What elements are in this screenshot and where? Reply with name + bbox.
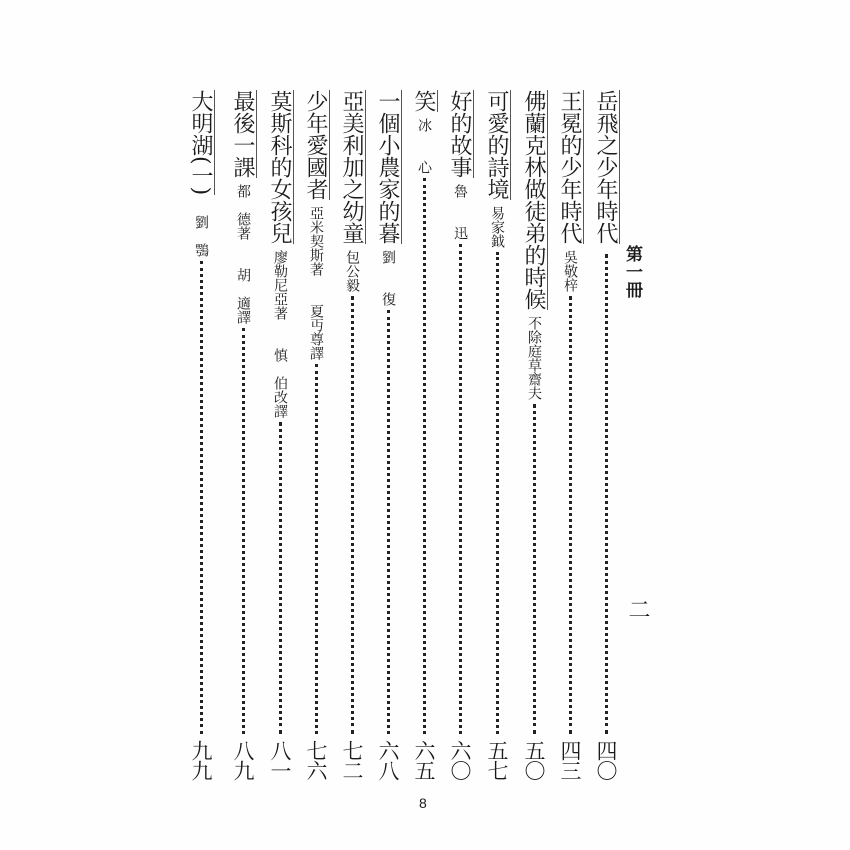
toc-entry [373, 90, 403, 780]
dot-leader [387, 310, 390, 734]
toc-entry [482, 90, 512, 780]
toc-entry [186, 90, 216, 780]
toc-entry [555, 90, 585, 780]
entry-page-number: 七六 [304, 740, 328, 780]
toc-entry [409, 90, 439, 780]
entry-title: 亞美利加之幼童 [339, 90, 364, 244]
dot-leader [242, 328, 245, 734]
toc-entry [445, 90, 475, 780]
entry-author: 劉 鶚 [193, 201, 209, 258]
entry-author: 廖勒尼亞著 慎 伯改譯 [272, 250, 288, 418]
entry-author: 不除庭草齋夫 [526, 316, 542, 400]
dot-leader [351, 296, 354, 734]
entry-author: 都 德著 胡 適譯 [235, 184, 251, 324]
entry-title: 可愛的詩境 [484, 90, 509, 200]
toc-entry [228, 90, 258, 780]
toc-entry [301, 90, 331, 780]
dot-leader [200, 261, 203, 734]
entry-author: 吳敬梓 [562, 250, 578, 292]
toc-entry [337, 90, 367, 780]
volume-heading: 第一冊 [622, 245, 642, 299]
dot-leader [315, 364, 318, 734]
entry-author: 冰 心 [416, 118, 432, 174]
entry-title: 少年愛國者 [303, 90, 328, 200]
page-number: 8 [419, 795, 427, 811]
entry-title: 莫斯科的女孩兒 [267, 90, 292, 244]
toc-entry [519, 90, 549, 780]
entry-page-number: 七二 [340, 740, 364, 780]
dot-leader [605, 254, 608, 734]
toc-entry [265, 90, 295, 780]
entry-author: 包公毅 [344, 250, 360, 292]
entry-title: 好的故事 [447, 90, 472, 178]
entry-page-number: 四〇 [594, 740, 618, 780]
entry-page-number: 六八 [376, 740, 400, 780]
entry-page-number: 九九 [189, 740, 213, 780]
entry-page-number: 四三 [558, 740, 582, 780]
entry-author: 易家鉞 [489, 206, 505, 248]
entry-title: 佛蘭克林做徒弟的時候 [521, 90, 546, 310]
entry-page-number: 五七 [485, 740, 509, 780]
entry-author: 魯 迅 [452, 184, 468, 240]
entry-page-number: 五〇 [522, 740, 546, 780]
entry-page-number: 六五 [412, 740, 436, 780]
dot-leader [496, 252, 499, 734]
entry-title: 一個小農家的暮 [375, 90, 400, 244]
entry-page-number: 八九 [231, 740, 255, 780]
entry-title: 大明湖(一) [188, 90, 213, 196]
dot-leader [423, 178, 426, 734]
dot-leader [533, 404, 536, 734]
entry-title: 王冕的少年時代 [557, 90, 582, 244]
entry-author: 劉 復 [380, 250, 396, 306]
entry-title: 岳飛之少年時代 [593, 90, 618, 244]
entry-title: 笑 [411, 90, 436, 112]
dot-leader [279, 422, 282, 734]
section-marker: 二 [625, 598, 650, 620]
entry-title: 最後一課 [230, 90, 255, 178]
dot-leader [569, 296, 572, 734]
entry-page-number: 六〇 [448, 740, 472, 780]
entry-page-number: 八一 [268, 740, 292, 780]
entry-author: 亞米契斯著 夏丏尊譯 [308, 206, 324, 360]
dot-leader [459, 244, 462, 734]
toc-entry [591, 90, 621, 780]
